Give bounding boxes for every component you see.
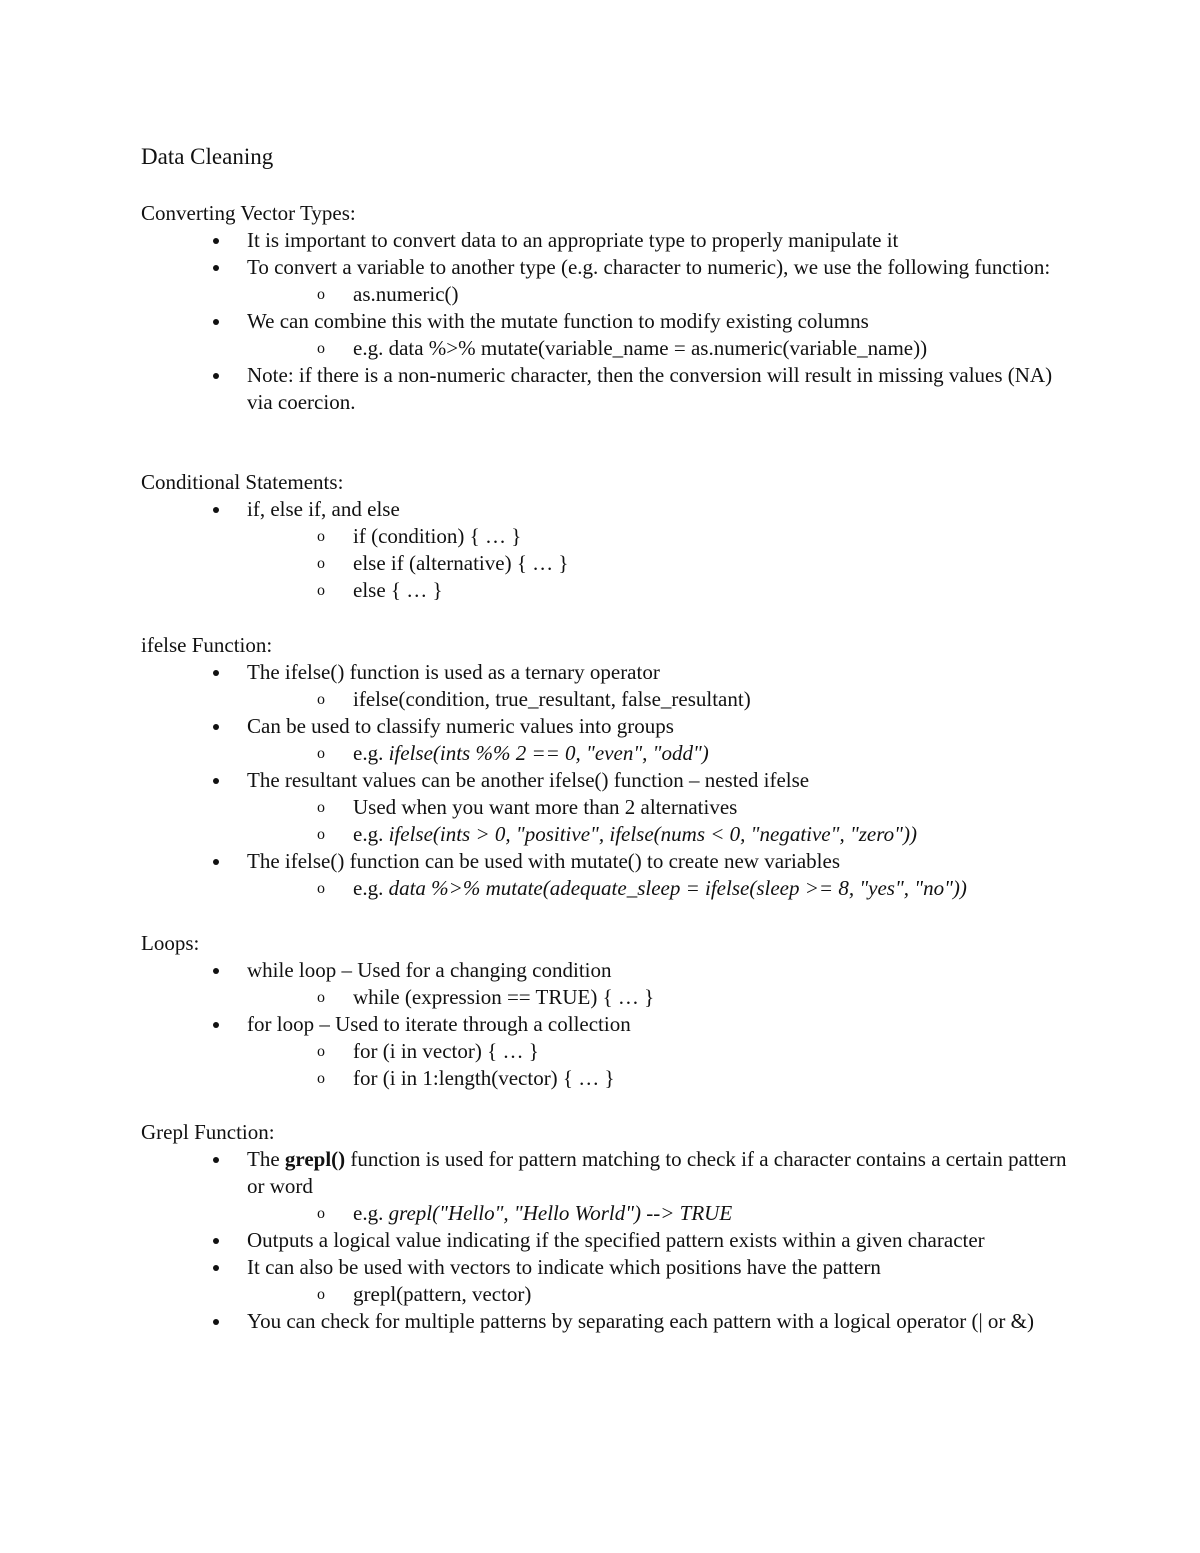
bullet-item (141, 254, 1081, 308)
section-heading: ifelse Function: (141, 633, 273, 657)
code-example: data %>% mutate(adequate_sleep = ifelse(sleep >= 8, "yes", "no")) (388, 876, 967, 900)
sub-bullet-item (141, 875, 1081, 902)
sub-bullet-text: e.g. data %>% mutate(variable_name = as.numeric(variable_name)) (353, 336, 928, 360)
section-heading: Loops: (141, 931, 200, 955)
sub-bullet-text: while (expression == TRUE) { … } (353, 985, 655, 1009)
sub-bullet-list (247, 686, 1081, 713)
bullet-list (141, 496, 1081, 604)
document-title: Data Cleaning (141, 144, 274, 169)
bullet-text: if, else if, and else (247, 497, 400, 521)
bullet-item (141, 848, 1081, 902)
sub-bullet-item (141, 1281, 1081, 1308)
bullet-item (141, 1146, 1081, 1227)
bullet-text: To convert a variable to another type (e.g. character to numeric), we use the following function: (247, 255, 1051, 279)
bullet-item (141, 1011, 1081, 1092)
function-name: grepl() (284, 1147, 346, 1171)
bullet-item (141, 767, 1081, 848)
sub-bullet-item (141, 335, 1081, 362)
example-prefix: e.g. (353, 741, 389, 765)
sub-bullet-item (141, 550, 1081, 577)
bullet-list (141, 227, 1081, 416)
sub-bullet-list (247, 740, 1081, 767)
bullet-text: It is important to convert data to an appropriate type to properly manipulate it (247, 228, 899, 252)
bullet-item (141, 362, 1081, 416)
sub-bullet-text: Used when you want more than 2 alternatives (353, 795, 738, 819)
sub-bullet-item (141, 740, 1081, 767)
bullet-list (141, 957, 1081, 1092)
sub-bullet-text: if (condition) { … } (353, 524, 522, 548)
sub-bullet-item (141, 523, 1081, 550)
bullet-text: You can check for multiple patterns by separating each pattern with a logical operator (| or &) (247, 1309, 1034, 1333)
sub-bullet-list (247, 523, 1081, 604)
bullet-item (141, 713, 1081, 767)
sub-bullet-item (141, 686, 1081, 713)
sub-bullet-list (247, 1200, 1081, 1227)
section-conditional-statements (141, 469, 1081, 604)
sub-bullet-text: for (i in vector) { … } (353, 1039, 539, 1063)
bullet-text: The ifelse() function is used as a ternary operator (247, 660, 660, 684)
bullet-item (141, 1254, 1081, 1308)
bullet-item (141, 496, 1081, 604)
sub-bullet-list (247, 281, 1081, 308)
bullet-item (141, 1308, 1081, 1335)
section-converting-vector-types (141, 200, 1081, 416)
section-ifelse-function (141, 632, 1081, 902)
example-prefix: e.g. (353, 876, 389, 900)
bullet-text: The ifelse() function can be used with mutate() to create new variables (247, 849, 840, 873)
sub-bullet-item (141, 281, 1081, 308)
sub-bullet-item (141, 1065, 1081, 1092)
sub-bullet-text: else { … } (353, 578, 443, 602)
bullet-list (141, 659, 1081, 902)
sub-bullet-text: as.numeric() (353, 282, 459, 306)
bullet-text: Note: if there is a non-numeric character, then the conversion will result in missing values (NA) via coercion. (247, 363, 1053, 414)
sub-bullet-item (141, 821, 1081, 848)
sub-bullet-item (141, 1038, 1081, 1065)
example-prefix: e.g. (353, 1201, 389, 1225)
bullet-text: Outputs a logical value indicating if the specified pattern exists within a given character (247, 1228, 985, 1252)
sub-bullet-item (141, 577, 1081, 604)
bullet-text: while loop – Used for a changing condition (247, 958, 612, 982)
bullet-item (141, 308, 1081, 362)
sub-bullet-text: for (i in 1:length(vector) { … } (353, 1066, 615, 1090)
bullet-text: for loop – Used to iterate through a collection (247, 1012, 631, 1036)
sub-bullet-list (247, 794, 1081, 848)
bullet-text-prefix: The (247, 1147, 285, 1171)
bullet-text: Can be used to classify numeric values into groups (247, 714, 674, 738)
sub-bullet-list (247, 1281, 1081, 1308)
section-grepl-function (141, 1119, 1081, 1335)
bullet-item (141, 659, 1081, 713)
section-heading: Conditional Statements: (141, 470, 344, 494)
sub-bullet-item (141, 1200, 1081, 1227)
sub-bullet-item (141, 984, 1081, 1011)
example-prefix: e.g. (353, 822, 389, 846)
sub-bullet-text: grepl(pattern, vector) (353, 1282, 532, 1306)
bullet-text: We can combine this with the mutate function to modify existing columns (247, 309, 869, 333)
bullet-text: It can also be used with vectors to indicate which positions have the pattern (247, 1255, 881, 1279)
bullet-item (141, 1227, 1081, 1254)
sub-bullet-text: ifelse(condition, true_resultant, false_resultant) (353, 687, 751, 711)
bullet-list (141, 1146, 1081, 1335)
section-heading: Converting Vector Types: (141, 201, 356, 225)
section-heading: Grepl Function: (141, 1120, 275, 1144)
bullet-item (141, 957, 1081, 1011)
section-loops (141, 930, 1081, 1092)
sub-bullet-list (247, 875, 1081, 902)
sub-bullet-item (141, 794, 1081, 821)
sub-bullet-list (247, 984, 1081, 1011)
sub-bullet-list (247, 335, 1081, 362)
bullet-text: function is used for pattern matching to check if a character contains a certain pattern or word (247, 1147, 1067, 1198)
sub-bullet-list (247, 1038, 1081, 1092)
sub-bullet-text: else if (alternative) { … } (353, 551, 569, 575)
code-example: ifelse(ints > 0, "positive", ifelse(nums < 0, "negative", "zero")) (388, 822, 917, 846)
code-example: ifelse(ints %% 2 == 0, "even", "odd") (388, 741, 709, 765)
bullet-text: The resultant values can be another ifelse() function – nested ifelse (247, 768, 810, 792)
bullet-item (141, 227, 1081, 254)
code-example: grepl("Hello", "Hello World") --> TRUE (388, 1201, 733, 1225)
